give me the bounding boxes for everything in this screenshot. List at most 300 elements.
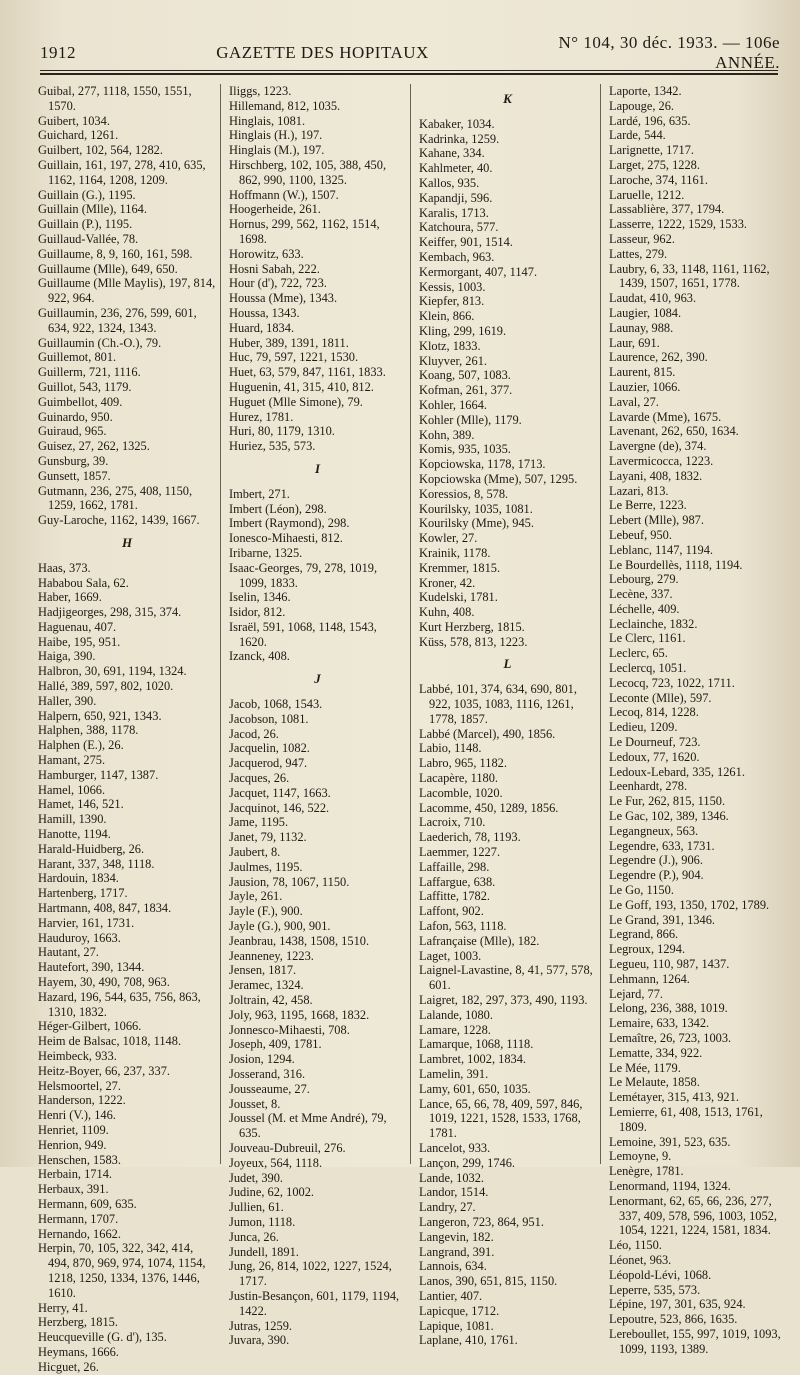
index-entry: Leclerc, 65.: [609, 646, 668, 661]
index-entry: Jutras, 1259.: [229, 1318, 292, 1333]
index-entry: Gunsett, 1857.: [38, 468, 111, 483]
index-entry: Leclercq, 1051.: [609, 661, 687, 676]
index-entry: Héger-Gilbert, 1066.: [38, 1019, 142, 1034]
index-entry: Lapouge, 26.: [609, 98, 675, 113]
index-entry: Guisez, 27, 262, 1325.: [38, 439, 150, 454]
index-entry: Guillaume (Mlle Maylis), 197, 814, 922, 964.: [38, 276, 216, 306]
index-entry: Kurt Herzberg, 1815.: [419, 619, 525, 634]
index-entry: Lebourg, 279.: [609, 572, 679, 587]
index-entry: Lasserre, 1222, 1529, 1533.: [609, 217, 747, 232]
index-entry: Josion, 1294.: [229, 1052, 295, 1067]
index-entry: Langevin, 182.: [419, 1229, 494, 1244]
index-entry: Labbé (Marcel), 490, 1856.: [419, 726, 556, 741]
index-entry: Jung, 26, 814, 1022, 1227, 1524, 1717.: [229, 1259, 392, 1289]
index-column-4: [600, 84, 790, 1356]
index-entry: Legroux, 1294.: [609, 942, 686, 957]
index-entry: Guillaume, 8, 9, 160, 161, 598.: [38, 246, 193, 261]
index-entry: Ledoux-Lebard, 335, 1261.: [609, 764, 745, 779]
index-entry: Kremmer, 1815.: [419, 560, 501, 575]
index-entry: Lépine, 197, 301, 635, 924.: [609, 1297, 746, 1312]
index-entry: Lance, 65, 66, 78, 409, 597, 846, 1019, 1221, 1528, 1533, 1768, 1781.: [419, 1096, 583, 1141]
index-entry: Herbain, 1714.: [38, 1167, 112, 1182]
index-entry: Huber, 389, 1391, 1811.: [229, 335, 349, 350]
index-entry: Leperre, 535, 573.: [609, 1282, 701, 1297]
index-entry: Legendre, 633, 1731.: [609, 838, 715, 853]
index-columns: [30, 84, 790, 1374]
index-entry: Huguenin, 41, 315, 410, 812.: [229, 379, 374, 394]
index-entry: Gutmann, 236, 275, 408, 1150, 1259, 1662, 1781.: [38, 483, 193, 513]
index-entry: Jousseaume, 27.: [229, 1081, 310, 1096]
index-entry: Landry, 27.: [419, 1200, 476, 1215]
index-entry: Layani, 408, 1832.: [609, 468, 703, 483]
index-entry: Lehmann, 1264.: [609, 971, 690, 986]
index-entry: Hadjigeorges, 298, 315, 374.: [38, 605, 182, 620]
index-entry: Kabaker, 1034.: [419, 116, 495, 131]
index-entry: Guillain (Mlle), 1164.: [38, 202, 147, 217]
index-entry: Ledieu, 1209.: [609, 720, 678, 735]
index-column-1: [30, 84, 220, 1374]
index-entry: Le Gac, 102, 389, 1346.: [609, 809, 729, 824]
index-entry: Hautant, 27.: [38, 945, 99, 960]
index-entry: Lapicque, 1712.: [419, 1303, 500, 1318]
index-entry: Kiepfer, 813.: [419, 294, 485, 309]
index-entry: Kahlmeter, 40.: [419, 161, 493, 176]
index-entry: Jouveau-Dubreuil, 276.: [229, 1140, 346, 1155]
index-entry: Junca, 26.: [229, 1229, 279, 1244]
index-entry: Halphen, 388, 1178.: [38, 723, 139, 738]
index-entry: Jayle, 261.: [229, 889, 283, 904]
index-entry: Iribarne, 1325.: [229, 545, 303, 560]
index-entry: Lematte, 334, 922.: [609, 1045, 703, 1060]
index-entry: Le Grand, 391, 1346.: [609, 912, 715, 927]
index-entry: Hazard, 196, 544, 635, 756, 863, 1310, 1832.: [38, 989, 201, 1019]
index-entry: Léonet, 963.: [609, 1252, 672, 1267]
issue-info: N° 104, 30 déc. 1933. — 106e ANNÉE.: [558, 33, 780, 72]
index-entry: Lacapère, 1180.: [419, 771, 499, 786]
index-entry: Larget, 275, 1228.: [609, 157, 700, 172]
index-entry: Jaulmes, 1195.: [229, 859, 303, 874]
index-entry: Laroche, 374, 1161.: [609, 172, 708, 187]
index-entry: Hautefort, 390, 1344.: [38, 960, 145, 975]
index-entry: Joseph, 409, 1781.: [229, 1037, 322, 1052]
index-entry: Hanotte, 1194.: [38, 827, 111, 842]
index-entry: Guillaud-Vallée, 78.: [38, 231, 139, 246]
index-entry: Lardé, 196, 635.: [609, 113, 691, 128]
index-entry: Lafrançaise (Mlle), 182.: [419, 933, 540, 948]
index-entry: Laugier, 1084.: [609, 305, 682, 320]
index-entry: Ionesco-Mihaesti, 812.: [229, 531, 343, 546]
index-entry: Legrand, 866.: [609, 927, 679, 942]
index-entry: Hallé, 389, 597, 802, 1020.: [38, 679, 174, 694]
index-entry: Joltrain, 42, 458.: [229, 993, 313, 1008]
index-entry: Guiraud, 965.: [38, 424, 107, 439]
index-entry: Lassablière, 377, 1794.: [609, 202, 725, 217]
index-entry: Le Bourdellès, 1118, 1194.: [609, 557, 743, 572]
index-entry: Houssa, 1343.: [229, 305, 300, 320]
index-entry: Lafon, 563, 1118.: [419, 919, 507, 934]
index-entry: Lelong, 236, 388, 1019.: [609, 1001, 728, 1016]
index-entry: Hinglais (H.), 197.: [229, 128, 323, 143]
index-entry: Jacobson, 1081.: [229, 711, 309, 726]
index-entry: Kohler, 1664.: [419, 397, 487, 412]
index-entry: Langeron, 723, 864, 951.: [419, 1214, 544, 1229]
index-entry: Haas, 373.: [38, 560, 91, 575]
index-entry: Lancelot, 933.: [419, 1140, 491, 1155]
index-entry: Lambret, 1002, 1834.: [419, 1052, 527, 1067]
index-entry: Jacod, 26.: [229, 726, 279, 741]
index-entry: Guillain, 161, 197, 278, 410, 635, 1162, 1164, 1208, 1209.: [38, 157, 206, 187]
index-entry: Lepoutre, 523, 866, 1635.: [609, 1312, 738, 1327]
index-entry: Hernando, 1662.: [38, 1226, 121, 1241]
index-entry: Helsmoortel, 27.: [38, 1078, 121, 1093]
index-entry: Huet, 63, 579, 847, 1161, 1833.: [229, 365, 386, 380]
index-entry: Lavergne (de), 374.: [609, 439, 707, 454]
index-entry: Hayem, 30, 490, 708, 963.: [38, 975, 170, 990]
index-entry: Herpin, 70, 105, 322, 342, 414, 494, 870, 969, 974, 1074, 1154, 1218, 1250, 1334, 1376, 1446, 1610.: [38, 1241, 206, 1300]
index-entry: Hamel, 1066.: [38, 782, 106, 797]
page-number: 1912: [40, 43, 76, 62]
index-entry: Le Mée, 1179.: [609, 1060, 681, 1075]
index-entry: Legueu, 110, 987, 1437.: [609, 957, 730, 972]
index-entry: Labbé, 101, 374, 634, 690, 801, 922, 1035, 1083, 1116, 1261, 1778, 1857.: [419, 682, 577, 726]
header-rule: [40, 70, 778, 71]
index-entry: Heim de Balsac, 1018, 1148.: [38, 1034, 182, 1049]
index-entry: Jacques, 26.: [229, 771, 290, 786]
index-entry: Le Dourneuf, 723.: [609, 735, 701, 750]
index-entry: Jausion, 78, 1067, 1150.: [229, 874, 350, 889]
index-entry: Léopold-Lévi, 1068.: [609, 1267, 712, 1282]
index-entry: Koressios, 8, 578.: [419, 486, 509, 501]
index-entry: Huriez, 535, 573.: [229, 439, 316, 454]
index-entry: Lamare, 1228.: [419, 1022, 491, 1037]
index-entry: Jeanneney, 1223.: [229, 948, 314, 963]
index-entry: Haiga, 390.: [38, 649, 96, 664]
index-entry: Josserand, 316.: [229, 1067, 306, 1081]
index-column-2: [220, 84, 410, 1348]
index-entry: Lazari, 813.: [609, 483, 669, 498]
index-entry: Hicguet, 26.: [38, 1359, 99, 1374]
index-entry: Jayle (F.), 900.: [229, 904, 303, 919]
index-entry: Heucqueville (G. d'), 135.: [38, 1330, 167, 1345]
index-entry: Hermann, 609, 635.: [38, 1196, 137, 1211]
index-entry: Jeramec, 1324.: [229, 978, 304, 993]
index-entry: Lacroix, 710.: [419, 815, 486, 830]
index-entry: Hamet, 146, 521.: [38, 797, 124, 812]
index-entry: Guy-Laroche, 1162, 1439, 1667.: [38, 513, 200, 528]
index-entry: Guibert, 1034.: [38, 113, 110, 128]
index-entry: Lebeuf, 950.: [609, 527, 672, 542]
index-entry: Lamelin, 391.: [419, 1067, 489, 1081]
index-entry: Larde, 544.: [609, 128, 666, 143]
index-entry: Herry, 41.: [38, 1300, 88, 1315]
index-entry: Huri, 80, 1179, 1310.: [229, 424, 335, 439]
index-entry: Langrand, 391.: [419, 1244, 495, 1259]
index-entry: Laudat, 410, 963.: [609, 291, 697, 306]
index-entry: Jacquelin, 1082.: [229, 741, 310, 756]
index-entry: Lalande, 1080.: [419, 1007, 493, 1022]
index-entry: Hinglais, 1081.: [229, 113, 306, 128]
index-entry: Hour (d'), 722, 723.: [229, 276, 327, 291]
index-entry: Guillaume (Mlle), 649, 650.: [38, 261, 178, 276]
index-entry: Jumon, 1118.: [229, 1214, 296, 1229]
section-letter: J: [314, 671, 321, 687]
index-entry: Kermorgant, 407, 1147.: [419, 264, 538, 279]
section-letter: H: [121, 534, 133, 550]
index-entry: Kapandji, 596.: [419, 190, 493, 205]
index-entry: Lejard, 77.: [609, 986, 664, 1001]
index-entry: Lavarde (Mme), 1675.: [609, 409, 722, 424]
index-entry: Leblanc, 1147, 1194.: [609, 542, 714, 557]
index-entry: Lecoq, 814, 1228.: [609, 705, 699, 720]
index-entry: Kessis, 1003.: [419, 279, 486, 294]
index-entry: Lauzier, 1066.: [609, 379, 681, 394]
index-entry: Laporte, 1342.: [609, 84, 682, 98]
index-entry: Guinardo, 950.: [38, 409, 113, 424]
index-entry: Launay, 988.: [609, 320, 674, 335]
index-entry: Küss, 578, 813, 1223.: [419, 634, 528, 649]
index-entry: Kohn, 389.: [419, 427, 475, 442]
index-entry: Lasseur, 962.: [609, 231, 675, 246]
index-entry: Hinglais (M.), 197.: [229, 143, 325, 158]
index-entry: Jacob, 1068, 1543.: [229, 697, 323, 712]
index-entry: Laurence, 262, 390.: [609, 350, 708, 365]
index-entry: Le Melaute, 1858.: [609, 1075, 700, 1090]
section-letter: I: [314, 460, 321, 476]
index-entry: Ledoux, 77, 1620.: [609, 749, 700, 764]
index-entry: Lemoyne, 9.: [609, 1149, 672, 1164]
index-entry: Laurent, 815.: [609, 365, 676, 380]
index-entry: Jacquet, 1147, 1663.: [229, 785, 331, 800]
section-letter: K: [503, 91, 512, 106]
index-entry: Heymans, 1666.: [38, 1344, 119, 1359]
index-entry: Legangneux, 563.: [609, 823, 699, 838]
index-entry: Guibal, 277, 1118, 1550, 1551, 1570.: [38, 84, 192, 113]
index-entry: Imbert, 271.: [229, 486, 290, 501]
index-entry: Kahane, 334.: [419, 146, 485, 161]
index-entry: Haller, 390.: [38, 693, 97, 708]
index-entry: Hamill, 1390.: [38, 812, 107, 827]
index-entry: Hamant, 275.: [38, 753, 106, 768]
index-entry: Lavermicocca, 1223.: [609, 453, 714, 468]
index-entry: Hamburger, 1147, 1387.: [38, 767, 159, 782]
index-entry: Guimbellot, 409.: [38, 394, 123, 409]
index-entry: Lamy, 601, 650, 1035.: [419, 1081, 531, 1096]
index-entry: Landor, 1514.: [419, 1185, 489, 1200]
index-entry: Guilbert, 102, 564, 1282.: [38, 143, 163, 158]
index-entry: Guillerm, 721, 1116.: [38, 365, 141, 380]
index-entry: Hartmann, 408, 847, 1834.: [38, 901, 172, 916]
index-entry: Guillain (P.), 1195.: [38, 217, 133, 232]
index-entry: Lecène, 337.: [609, 587, 673, 602]
index-entry: Hornus, 299, 562, 1162, 1514, 1698.: [229, 217, 380, 246]
index-entry: Klein, 866.: [419, 309, 475, 324]
index-entry: Lemétayer, 315, 413, 921.: [609, 1090, 739, 1105]
index-entry: Gunsburg, 39.: [38, 453, 109, 468]
index-entry: Hirschberg, 102, 105, 388, 450, 862, 990, 1100, 1325.: [229, 157, 387, 187]
index-entry: Kuhn, 408.: [419, 605, 475, 620]
index-entry: Kopciowska, 1178, 1713.: [419, 457, 546, 472]
index-entry: Koang, 507, 1083.: [419, 368, 511, 383]
index-entry: Iliggs, 1223.: [229, 84, 292, 98]
index-entry: Le Go, 1150.: [609, 883, 674, 898]
index-entry: Haguenau, 407.: [38, 619, 117, 634]
index-entry: Laemmer, 1227.: [419, 845, 501, 860]
index-entry: Hermann, 1707.: [38, 1211, 119, 1226]
index-entry: Henschen, 1583.: [38, 1152, 121, 1167]
index-entry: Léo, 1150.: [609, 1238, 662, 1253]
index-entry: Hardouin, 1834.: [38, 871, 119, 886]
index-entry: Jaubert, 8.: [229, 845, 281, 860]
index-entry: Keiffer, 901, 1514.: [419, 235, 513, 250]
index-entry: Kluyver, 261.: [419, 353, 487, 368]
index-entry: Lereboullet, 155, 997, 1019, 1093, 1099, 1193, 1389.: [609, 1326, 781, 1356]
index-entry: Kowler, 27.: [419, 531, 478, 546]
index-entry: Hurez, 1781.: [229, 409, 294, 424]
index-entry: Hosni Sabah, 222.: [229, 261, 320, 276]
index-entry: Labio, 1148.: [419, 741, 482, 756]
index-entry: Leenhardt, 278.: [609, 779, 688, 794]
index-entry: Houssa (Mme), 1343.: [229, 291, 338, 306]
index-entry: Lecocq, 723, 1022, 1711.: [609, 675, 735, 690]
index-entry: Lemaire, 633, 1342.: [609, 1016, 710, 1031]
index-column-3: [410, 84, 600, 1348]
index-entry: Herzberg, 1815.: [38, 1315, 118, 1330]
index-entry: Leconte (Mlle), 597.: [609, 690, 712, 705]
index-entry: Imbert (Raymond), 298.: [229, 516, 350, 531]
index-entry: Lenègre, 1781.: [609, 1164, 684, 1179]
index-entry: Jonnesco-Mihaesti, 708.: [229, 1022, 350, 1037]
index-entry: Handerson, 1222.: [38, 1093, 126, 1108]
index-entry: Kadrinka, 1259.: [419, 131, 500, 146]
index-entry: Guillaumin, 236, 276, 599, 601, 634, 922, 1324, 1343.: [38, 305, 197, 335]
index-entry: Labro, 965, 1182.: [419, 756, 507, 771]
index-entry: Lenormant, 62, 65, 66, 236, 277, 337, 409, 578, 596, 1003, 1052, 1054, 1221, 1224, 1581, 1834.: [609, 1193, 777, 1238]
index-entry: Laignel-Lavastine, 8, 41, 577, 578, 601.: [419, 963, 593, 993]
publication-title: GAZETTE DES HOPITAUX: [216, 43, 429, 62]
index-entry: Halbron, 30, 691, 1194, 1324.: [38, 664, 187, 679]
header-rule-double: [40, 73, 778, 75]
index-entry: Jensen, 1817.: [229, 963, 297, 978]
index-entry: Lemoine, 391, 523, 635.: [609, 1134, 731, 1149]
index-entry: Laigret, 182, 297, 373, 490, 1193.: [419, 993, 588, 1008]
index-entry: Klotz, 1833.: [419, 338, 481, 353]
index-entry: Huguet (Mlle Simone), 79.: [229, 394, 363, 409]
index-entry: Legendre (P.), 904.: [609, 868, 704, 883]
index-entry: Legendre (J.), 906.: [609, 853, 703, 868]
index-entry: Joussel (M. et Mme André), 79, 635.: [229, 1111, 387, 1141]
index-entry: Lantier, 407.: [419, 1288, 483, 1303]
index-entry: Joly, 963, 1195, 1668, 1832.: [229, 1007, 370, 1022]
index-entry: Lacomme, 450, 1289, 1856.: [419, 800, 559, 815]
index-entry: Laruelle, 1212.: [609, 187, 685, 202]
index-entry: Huard, 1834.: [229, 320, 295, 335]
index-entry: Le Goff, 193, 1350, 1702, 1789.: [609, 897, 770, 912]
index-entry: Guillot, 543, 1179.: [38, 379, 132, 394]
index-entry: Haber, 1669.: [38, 590, 102, 605]
index-entry: Israël, 591, 1068, 1148, 1543, 1620.: [229, 619, 377, 649]
index-entry: Guillemot, 801.: [38, 350, 117, 365]
index-entry: Kling, 299, 1619.: [419, 323, 507, 338]
index-entry: Komis, 935, 1035.: [419, 442, 511, 457]
index-entry: Laplane, 410, 1761.: [419, 1333, 518, 1348]
index-entry: Jayle (G.), 900, 901.: [229, 919, 331, 934]
index-entry: Leclainche, 1832.: [609, 616, 698, 631]
index-entry: Imbert (Léon), 298.: [229, 501, 327, 516]
page-header: [40, 33, 780, 72]
index-entry: Hoffmann (W.), 1507.: [229, 187, 339, 202]
index-entry: Lattes, 279.: [609, 246, 668, 261]
index-entry: Kroner, 42.: [419, 575, 476, 590]
index-entry: Laget, 1003.: [419, 948, 482, 963]
index-entry: Lacomble, 1020.: [419, 785, 503, 800]
index-entry: Lemierre, 61, 408, 1513, 1761, 1809.: [609, 1104, 763, 1134]
index-entry: Katchoura, 577.: [419, 220, 499, 235]
index-entry: Jousset, 8.: [229, 1096, 281, 1111]
index-entry: Kourilsky, 1035, 1081.: [419, 501, 533, 516]
section-letter: L: [503, 656, 512, 672]
index-entry: Harant, 337, 348, 1118.: [38, 856, 155, 871]
index-entry: Henriet, 1109.: [38, 1122, 109, 1137]
index-entry: Guillaumin (Ch.-O.), 79.: [38, 335, 162, 350]
index-entry: Léchelle, 409.: [609, 601, 680, 616]
index-entry: Huc, 79, 597, 1221, 1530.: [229, 350, 359, 365]
index-entry: Horowitz, 633.: [229, 246, 304, 261]
index-entry: Jundell, 1891.: [229, 1244, 299, 1259]
index-entry: Lanos, 390, 651, 815, 1150.: [419, 1274, 558, 1289]
index-entry: Halphen (E.), 26.: [38, 738, 124, 753]
index-entry: Lannois, 634.: [419, 1259, 487, 1274]
index-entry: Jame, 1195.: [229, 815, 289, 830]
index-entry: Laffitte, 1782.: [419, 889, 490, 904]
index-entry: Kofman, 261, 377.: [419, 383, 513, 398]
index-entry: Laval, 27.: [609, 394, 659, 409]
index-entry: Laffargue, 638.: [419, 874, 496, 889]
index-entry: Kudelski, 1781.: [419, 590, 498, 605]
index-entry: Lande, 1032.: [419, 1170, 485, 1185]
index-entry: Le Clerc, 1161.: [609, 631, 686, 646]
index-entry: Hauduroy, 1663.: [38, 930, 121, 945]
index-entry: Juvara, 390.: [229, 1333, 290, 1348]
index-entry: Laederich, 78, 1193.: [419, 830, 521, 845]
index-entry: Laur, 691.: [609, 335, 660, 350]
index-entry: Jullien, 61.: [229, 1200, 284, 1215]
index-entry: Jacquerod, 947.: [229, 756, 308, 771]
index-entry: Guillain (G.), 1195.: [38, 187, 136, 202]
index-entry: Jacquinot, 146, 522.: [229, 800, 330, 815]
index-entry: Judine, 62, 1002.: [229, 1185, 315, 1200]
index-entry: Herbaux, 391.: [38, 1182, 109, 1197]
index-entry: Halpern, 650, 921, 1343.: [38, 708, 162, 723]
index-entry: Justin-Besançon, 601, 1179, 1194, 1422.: [229, 1288, 400, 1318]
index-entry: Kembach, 963.: [419, 249, 495, 264]
index-entry: Izanck, 408.: [229, 649, 290, 664]
index-entry: Laubry, 6, 33, 1148, 1161, 1162, 1439, 1507, 1651, 1778.: [609, 261, 770, 291]
index-entry: Harvier, 161, 1731.: [38, 915, 135, 930]
index-entry: Janet, 79, 1132.: [229, 830, 307, 845]
index-entry: Lamarque, 1068, 1118.: [419, 1037, 534, 1052]
index-entry: Hababou Sala, 62.: [38, 575, 129, 590]
index-entry: Kohler (Mlle), 1179.: [419, 412, 522, 427]
index-entry: Le Fur, 262, 815, 1150.: [609, 794, 726, 809]
index-entry: Joyeux, 564, 1118.: [229, 1155, 323, 1170]
index-entry: Lenormand, 1194, 1324.: [609, 1178, 731, 1193]
index-entry: Guichard, 1261.: [38, 128, 119, 143]
index-entry: Lapique, 1081.: [419, 1318, 494, 1333]
index-entry: Haibe, 195, 951.: [38, 634, 121, 649]
index-entry: Judet, 390.: [229, 1170, 284, 1185]
index-entry: Iselin, 1346.: [229, 590, 291, 605]
index-entry: Isaac-Georges, 79, 278, 1019, 1099, 1833.: [229, 560, 378, 590]
